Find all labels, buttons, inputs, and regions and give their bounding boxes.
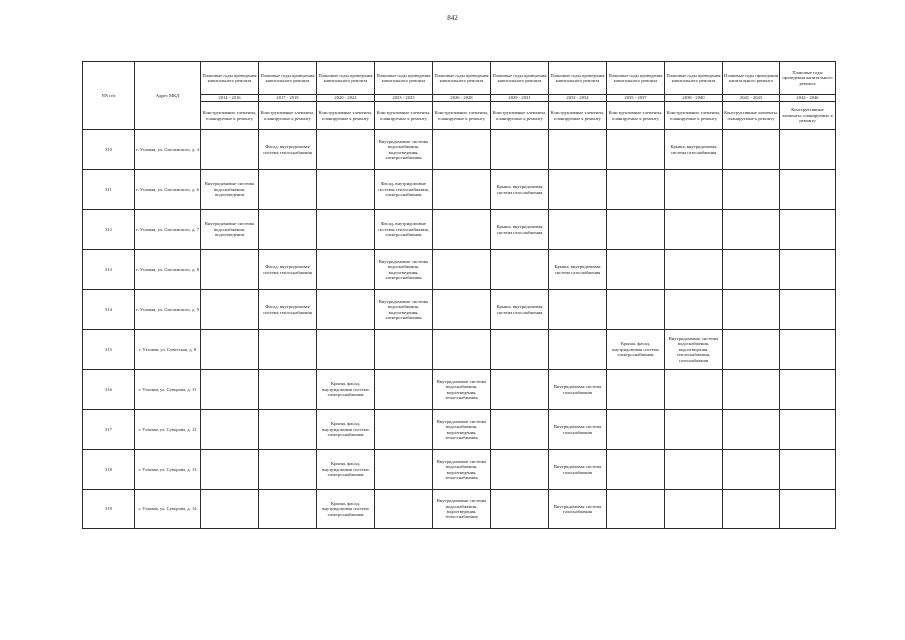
- header-period-elements: Конструктивные элементы, планируемые к ремонту: [665, 102, 723, 130]
- repair-elements-cell: Внутридомовые системы водоснабжения, водоотведения: [201, 170, 259, 210]
- repair-elements-cell: [259, 330, 317, 370]
- header-period-title: Плановые годы проведения капитального ремонта: [723, 62, 780, 95]
- header-number: NN п/п: [83, 62, 135, 130]
- header-period-title: Плановые годы проведения капитального ремонта: [201, 62, 259, 95]
- header-period-title: Плановые годы проведения капитального ремонта: [491, 62, 549, 95]
- repair-elements-cell: Внутридомовые системы водоснабжения, водоотведения, теплоснабжения: [433, 370, 491, 410]
- repair-elements-cell: [375, 330, 433, 370]
- repair-elements-cell: [723, 250, 780, 290]
- header-period-title: Плановые годы проведения капитального ремонта: [259, 62, 317, 95]
- repair-elements-cell: [665, 370, 723, 410]
- repair-elements-cell: [259, 370, 317, 410]
- table-row: [83, 450, 836, 490]
- header-period-elements: Конструктивные элементы, планируемые к ремонту: [723, 102, 780, 130]
- repair-elements-cell: [201, 330, 259, 370]
- header-period-elements: Конструктивные элементы, планируемые к ремонту: [433, 102, 491, 130]
- header-period-years: 2029 - 2031: [491, 95, 549, 102]
- repair-elements-cell: [491, 490, 549, 529]
- row-number: 316: [83, 370, 135, 410]
- repair-elements-cell: [607, 490, 665, 529]
- repair-elements-cell: [491, 450, 549, 490]
- header-period-elements: Конструктивные элементы, планируемые к ремонту: [549, 102, 607, 130]
- row-number: 318: [83, 450, 135, 490]
- repair-elements-cell: Внутридомовые системы водоснабжения, водоотведения, электроснабжения: [375, 290, 433, 330]
- header-period-elements: Конструктивные элементы, планируемые к ремонту: [317, 102, 375, 130]
- row-address: г. Узловая, ул. Суворова, д. 14: [135, 490, 201, 529]
- repair-elements-cell: [607, 210, 665, 250]
- repair-elements-cell: [491, 370, 549, 410]
- row-number: 319: [83, 490, 135, 529]
- header-period-title: Плановые годы проведения капитального ремонта: [317, 62, 375, 95]
- repair-elements-cell: [780, 250, 836, 290]
- header-period-years: 2014 - 2016: [201, 95, 259, 102]
- repair-elements-cell: [780, 210, 836, 250]
- repair-elements-cell: Крыша, внутридомовая система газоснабжения: [491, 290, 549, 330]
- table-row: [83, 170, 836, 210]
- table-row: [83, 330, 836, 370]
- repair-elements-cell: [723, 490, 780, 529]
- row-address: г. Узловая, ул. Смоленского, д. 6: [135, 170, 201, 210]
- repair-elements-cell: [491, 410, 549, 450]
- header-period-title: Плановые годы проведения капитального ремонта: [433, 62, 491, 95]
- repair-elements-cell: Крыша, внутридомовая система газоснабжения: [549, 250, 607, 290]
- header-period-years: 2023 - 2025: [375, 95, 433, 102]
- repair-elements-cell: [780, 410, 836, 450]
- repair-elements-cell: Внутридомовые системы водоснабжения, водоотведения, теплоснабжения, газоснабжения: [665, 330, 723, 370]
- repair-elements-cell: [549, 290, 607, 330]
- row-address: г. Узловая, ул. Советская, д. 8: [135, 330, 201, 370]
- repair-elements-cell: [433, 250, 491, 290]
- repair-elements-cell: [780, 170, 836, 210]
- repair-elements-cell: Крыша, внутридомовая система газоснабжения: [491, 210, 549, 250]
- repair-elements-cell: [780, 450, 836, 490]
- repair-elements-cell: [317, 330, 375, 370]
- header-period-years: 2044 - 2046: [780, 95, 836, 102]
- repair-elements-cell: Внутридомовая система газоснабжения: [549, 370, 607, 410]
- repair-elements-cell: [723, 370, 780, 410]
- repair-elements-cell: [375, 490, 433, 529]
- row-address: г. Узловая, ул. Суворова, д. 13: [135, 450, 201, 490]
- repair-elements-cell: Крыша, фасад, внутридомовая система электроснабжения: [317, 450, 375, 490]
- table-row: [83, 370, 836, 410]
- repair-elements-cell: [607, 450, 665, 490]
- repair-elements-cell: [665, 210, 723, 250]
- repair-elements-cell: [201, 410, 259, 450]
- row-number: 315: [83, 330, 135, 370]
- row-address: г. Узловая, ул. Смоленского, д. 7: [135, 210, 201, 250]
- header-period-years: 2032 - 2034: [549, 95, 607, 102]
- repair-elements-cell: [259, 450, 317, 490]
- row-number: 311: [83, 170, 135, 210]
- repair-elements-cell: [723, 130, 780, 170]
- repair-elements-cell: Внутридомовые системы водоснабжения, водоотведения, теплоснабжения: [433, 490, 491, 529]
- repair-elements-cell: [201, 370, 259, 410]
- repair-elements-cell: [665, 250, 723, 290]
- header-period-title: Плановые годы проведения капитального ремонта: [665, 62, 723, 95]
- repair-elements-cell: [433, 170, 491, 210]
- repair-elements-cell: [665, 450, 723, 490]
- repair-elements-cell: Фасад, внутридомовая система теплоснабжения: [259, 250, 317, 290]
- header-period-years: 2026 - 2028: [433, 95, 491, 102]
- repair-elements-cell: [665, 170, 723, 210]
- header-period-title: Плановые годы проведения капитального ремонта: [375, 62, 433, 95]
- repair-elements-cell: Крыша, внутридомовая система газоснабжения: [491, 170, 549, 210]
- repair-elements-cell: [723, 210, 780, 250]
- row-address: г. Узловая, ул. Смоленского, д. 4: [135, 130, 201, 170]
- repair-elements-cell: Внутридомовая система газоснабжения: [549, 410, 607, 450]
- repair-elements-cell: [317, 170, 375, 210]
- repair-elements-cell: [317, 290, 375, 330]
- row-number: 313: [83, 250, 135, 290]
- repair-elements-cell: Внутридомовые системы водоснабжения, водоотведения, теплоснабжения: [433, 410, 491, 450]
- header-period-elements: Конструктивные элементы, планируемые к ремонту: [607, 102, 665, 130]
- repair-elements-cell: [491, 130, 549, 170]
- row-address: г. Узловая, ул. Суворова, д. 11: [135, 370, 201, 410]
- repair-elements-cell: Фасад, внутридомовые системы теплоснабжения, электроснабжения: [375, 170, 433, 210]
- header-period-years: 2017 - 2019: [259, 95, 317, 102]
- repair-elements-cell: [549, 130, 607, 170]
- header-period-title: Плановые годы проведения капитального ремонта: [549, 62, 607, 95]
- repair-elements-cell: [723, 410, 780, 450]
- repair-elements-cell: Крыша, фасад, внутридомовая система электроснабжения: [317, 370, 375, 410]
- header-address: Адрес МКД: [135, 62, 201, 130]
- repair-elements-cell: [780, 330, 836, 370]
- repair-elements-cell: [607, 410, 665, 450]
- header-period-elements: Конструктивные элементы, планируемые к ремонту: [201, 102, 259, 130]
- repair-elements-cell: [780, 370, 836, 410]
- repair-elements-cell: [549, 170, 607, 210]
- row-number: 317: [83, 410, 135, 450]
- repair-elements-cell: [723, 170, 780, 210]
- row-address: г. Узловая, ул. Смоленского, д. 8: [135, 250, 201, 290]
- repair-elements-cell: [317, 130, 375, 170]
- repair-elements-cell: Внутридомовые системы водоснабжения, водоотведения: [201, 210, 259, 250]
- repair-elements-cell: [375, 450, 433, 490]
- repair-elements-cell: Внутридомовые системы водоснабжения, водоотведения, электроснабжения: [375, 130, 433, 170]
- header-period-title: Плановые годы проведения капитального ремонта: [780, 62, 836, 95]
- repair-elements-cell: [201, 250, 259, 290]
- repair-elements-cell: Внутридомовая система газоснабжения: [549, 490, 607, 529]
- repair-elements-cell: Фасад, внутридомовая система теплоснабжения: [259, 130, 317, 170]
- repair-elements-cell: Внутридомовые системы водоснабжения, водоотведения, теплоснабжения: [433, 450, 491, 490]
- repair-elements-cell: [259, 210, 317, 250]
- table-row: [83, 410, 836, 450]
- repair-elements-cell: [607, 370, 665, 410]
- table-row: [83, 290, 836, 330]
- repair-elements-cell: [607, 170, 665, 210]
- repair-elements-cell: [491, 250, 549, 290]
- repair-elements-cell: [433, 210, 491, 250]
- header-period-years: 2041 - 2043: [723, 95, 780, 102]
- row-number: 312: [83, 210, 135, 250]
- repair-elements-cell: [549, 330, 607, 370]
- repair-elements-cell: Крыша, фасад, внутридомовая система электроснабжения: [317, 490, 375, 529]
- header-period-elements: Конструктивные элементы, планируемые к ремонту: [491, 102, 549, 130]
- repair-elements-cell: [723, 330, 780, 370]
- repair-elements-cell: [780, 290, 836, 330]
- repair-schedule-table: [82, 61, 836, 529]
- row-number: 310: [83, 130, 135, 170]
- repair-elements-cell: [723, 450, 780, 490]
- repair-elements-cell: [259, 170, 317, 210]
- table-row: [83, 490, 836, 529]
- repair-elements-cell: [317, 250, 375, 290]
- repair-elements-cell: [549, 210, 607, 250]
- repair-elements-cell: [201, 450, 259, 490]
- repair-elements-cell: Внутридомовая система газоснабжения: [549, 450, 607, 490]
- repair-elements-cell: [201, 130, 259, 170]
- repair-elements-cell: [433, 130, 491, 170]
- table-row: [83, 130, 836, 170]
- repair-elements-cell: Фасад, внутридомовые системы теплоснабжения, электроснабжения: [375, 210, 433, 250]
- repair-elements-cell: [607, 290, 665, 330]
- repair-elements-cell: [665, 490, 723, 529]
- row-address: г. Узловая, ул. Смоленского, д. 9: [135, 290, 201, 330]
- table-row: [83, 210, 836, 250]
- header-period-years: 2020 - 2022: [317, 95, 375, 102]
- header-period-elements: Конструктивные элементы, планируемые к ремонту: [259, 102, 317, 130]
- header-period-elements: Конструктивные элементы, планируемые к ремонту: [375, 102, 433, 130]
- header-period-title: Плановые годы проведения капитального ремонта: [607, 62, 665, 95]
- page-number: 842: [447, 14, 458, 22]
- row-number: 314: [83, 290, 135, 330]
- table-row: [83, 250, 836, 290]
- repair-elements-cell: [723, 290, 780, 330]
- repair-elements-cell: [665, 290, 723, 330]
- repair-elements-cell: [433, 290, 491, 330]
- header-period-years: 2038 - 2040: [665, 95, 723, 102]
- repair-elements-cell: [317, 210, 375, 250]
- repair-elements-cell: Фасад, внутридомовая система теплоснабжения: [259, 290, 317, 330]
- repair-elements-cell: [201, 490, 259, 529]
- repair-elements-cell: Крыша, фасад, внутридомовая система электроснабжения: [317, 410, 375, 450]
- repair-elements-cell: [607, 130, 665, 170]
- repair-elements-cell: Крыша, внутридомовая система газоснабжения: [665, 130, 723, 170]
- header-period-elements: Конструктивные элементы, планируемые к ремонту: [780, 102, 836, 130]
- header-period-years: 2035 - 2037: [607, 95, 665, 102]
- repair-elements-cell: [375, 410, 433, 450]
- repair-elements-cell: [433, 330, 491, 370]
- repair-elements-cell: [259, 490, 317, 529]
- repair-elements-cell: Крыша, фасад, внутридомовая система электроснабжения: [607, 330, 665, 370]
- repair-elements-cell: [491, 330, 549, 370]
- repair-elements-cell: [375, 370, 433, 410]
- repair-elements-cell: [665, 410, 723, 450]
- repair-elements-cell: Внутридомовые системы водоснабжения, водоотведения, электроснабжения: [375, 250, 433, 290]
- repair-elements-cell: [201, 290, 259, 330]
- repair-elements-cell: [780, 130, 836, 170]
- repair-elements-cell: [780, 490, 836, 529]
- repair-elements-cell: [607, 250, 665, 290]
- row-address: г. Узловая, ул. Суворова, д. 12: [135, 410, 201, 450]
- repair-elements-cell: [259, 410, 317, 450]
